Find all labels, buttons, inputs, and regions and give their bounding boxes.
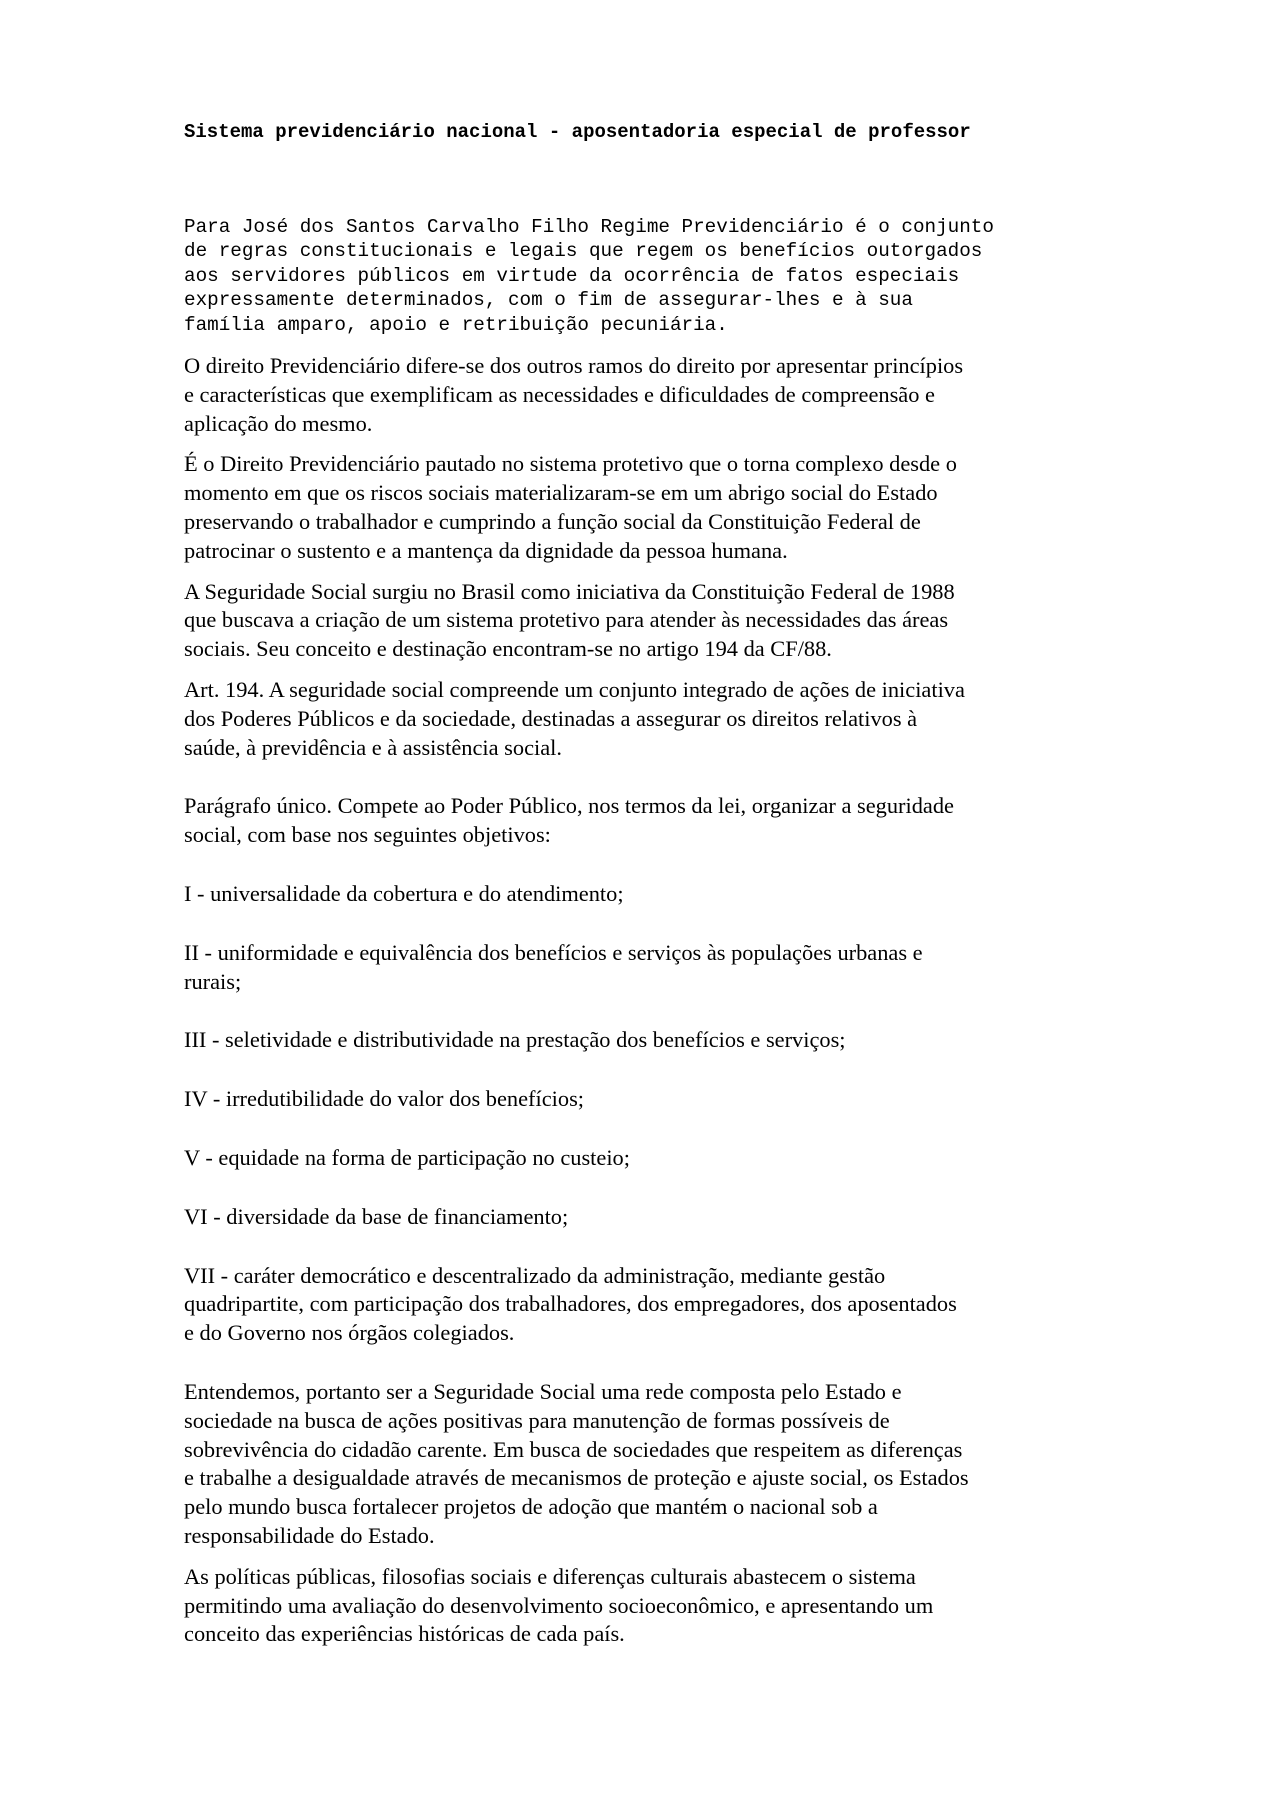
intro-line: família amparo, apoio e retribuição pecuniária. [184, 313, 728, 336]
paragraph-sistema-protetivo [184, 450, 1096, 565]
inciso-5 [184, 1144, 1096, 1173]
text-line: social, com base nos seguintes objetivos: [184, 822, 551, 848]
text-line: Entendemos, portanto ser a Seguridade Social uma rede composta pelo Estado e [184, 1378, 902, 1404]
inciso-4 [184, 1085, 1096, 1114]
intro-line: aos servidores públicos em virtude da ocorrência de fatos especiais [184, 264, 960, 287]
text-line: sociais. Seu conceito e destinação encontram-se no artigo 194 da CF/88. [184, 636, 832, 662]
inciso-7 [184, 1262, 1096, 1348]
intro-quote [184, 215, 1096, 337]
text-line: e características que exemplificam as necessidades e dificuldades de compreensão e [184, 381, 935, 407]
text-line: IV - irredutibilidade do valor dos benefícios; [184, 1086, 585, 1112]
text-line: III - seletividade e distributividade na prestação dos benefícios e serviços; [184, 1027, 846, 1053]
text-line: e trabalhe a desigualdade através de mecanismos de proteção e ajuste social, os Estados [184, 1465, 969, 1491]
text-line: Art. 194. A seguridade social compreende um conjunto integrado de ações de iniciativa [184, 676, 965, 702]
inciso-2 [184, 939, 1096, 997]
text-line: É o Direito Previdenciário pautado no sistema protetivo que o torna complexo desde o [184, 451, 957, 477]
text-line: VII - caráter democrático e descentralizado da administração, mediante gestão [184, 1262, 886, 1288]
text-line: rurais; [184, 968, 242, 994]
inciso-6 [184, 1203, 1096, 1232]
intro-line: de regras constitucionais e legais que regem os benefícios outorgados [184, 240, 983, 263]
text-line: As políticas públicas, filosofias sociais e diferenças culturais abastecem o sistema [184, 1563, 916, 1589]
text-line: Parágrafo único. Compete ao Poder Público, nos termos da lei, organizar a seguridade [184, 793, 954, 819]
text-line: A Seguridade Social surgiu no Brasil como iniciativa da Constituição Federal de 1988 [184, 578, 955, 604]
paragraph-direito-previdenciario [184, 352, 1096, 438]
text-line: V - equidade na forma de participação no custeio; [184, 1144, 630, 1170]
text-line: O direito Previdenciário difere-se dos outros ramos do direito por apresentar princípios [184, 353, 964, 378]
text-line: quadripartite, com participação dos trabalhadores, dos empregadores, dos aposentados [184, 1291, 957, 1317]
text-line: II - uniformidade e equivalência dos benefícios e serviços às populações urbanas e [184, 939, 923, 965]
text-line: I - universalidade da cobertura e do atendimento; [184, 880, 624, 906]
inciso-3 [184, 1026, 1096, 1055]
intro-line: expressamente determinados, com o fim de assegurar-lhes e à sua [184, 289, 913, 312]
text-line: que buscava a criação de um sistema protetivo para atender às necessidades das áreas [184, 607, 949, 633]
text-line: sociedade na busca de ações positivas para manutenção de formas possíveis de [184, 1407, 890, 1433]
text-line: pelo mundo busca fortalecer projetos de adoção que mantém o nacional sob a [184, 1494, 878, 1520]
text-line: preservando o trabalhador e cumprindo a função social da Constituição Federal de [184, 508, 921, 534]
document-page [184, 0, 1096, 1811]
text-line: conceito das experiências históricas de cada país. [184, 1621, 625, 1647]
text-line: e do Governo nos órgãos colegiados. [184, 1320, 515, 1346]
text-line: VI - diversidade da base de financiamento; [184, 1203, 569, 1229]
text-line: dos Poderes Públicos e da sociedade, destinadas a assegurar os direitos relativos à [184, 705, 918, 731]
document-body [184, 352, 1096, 1649]
text-line: permitindo uma avaliação do desenvolvimento socioeconômico, e apresentando um [184, 1592, 934, 1618]
paragraph-politicas-publicas [184, 1563, 1096, 1649]
paragraph-paragrafo-unico [184, 792, 1096, 850]
paragraph-entendemos [184, 1378, 1096, 1551]
paragraph-seguridade-social [184, 578, 1096, 664]
text-line: momento em que os riscos sociais materializaram-se em um abrigo social do Estado [184, 480, 938, 506]
text-line: sobrevivência do cidadão carente. Em busca de sociedades que respeitem as diferenças [184, 1436, 963, 1462]
paragraph-art-194 [184, 676, 1096, 762]
document-title: Sistema previdenciário nacional - aposentadoria especial de professor [184, 121, 971, 143]
intro-line: Para José dos Santos Carvalho Filho Regime Previdenciário é o conjunto [184, 216, 994, 238]
text-line: aplicação do mesmo. [184, 410, 373, 436]
text-line: patrocinar o sustento e a mantença da dignidade da pessoa humana. [184, 537, 788, 563]
text-line: saúde, à previdência e à assistência social. [184, 734, 562, 760]
inciso-1 [184, 880, 1096, 909]
text-line: responsabilidade do Estado. [184, 1522, 435, 1548]
